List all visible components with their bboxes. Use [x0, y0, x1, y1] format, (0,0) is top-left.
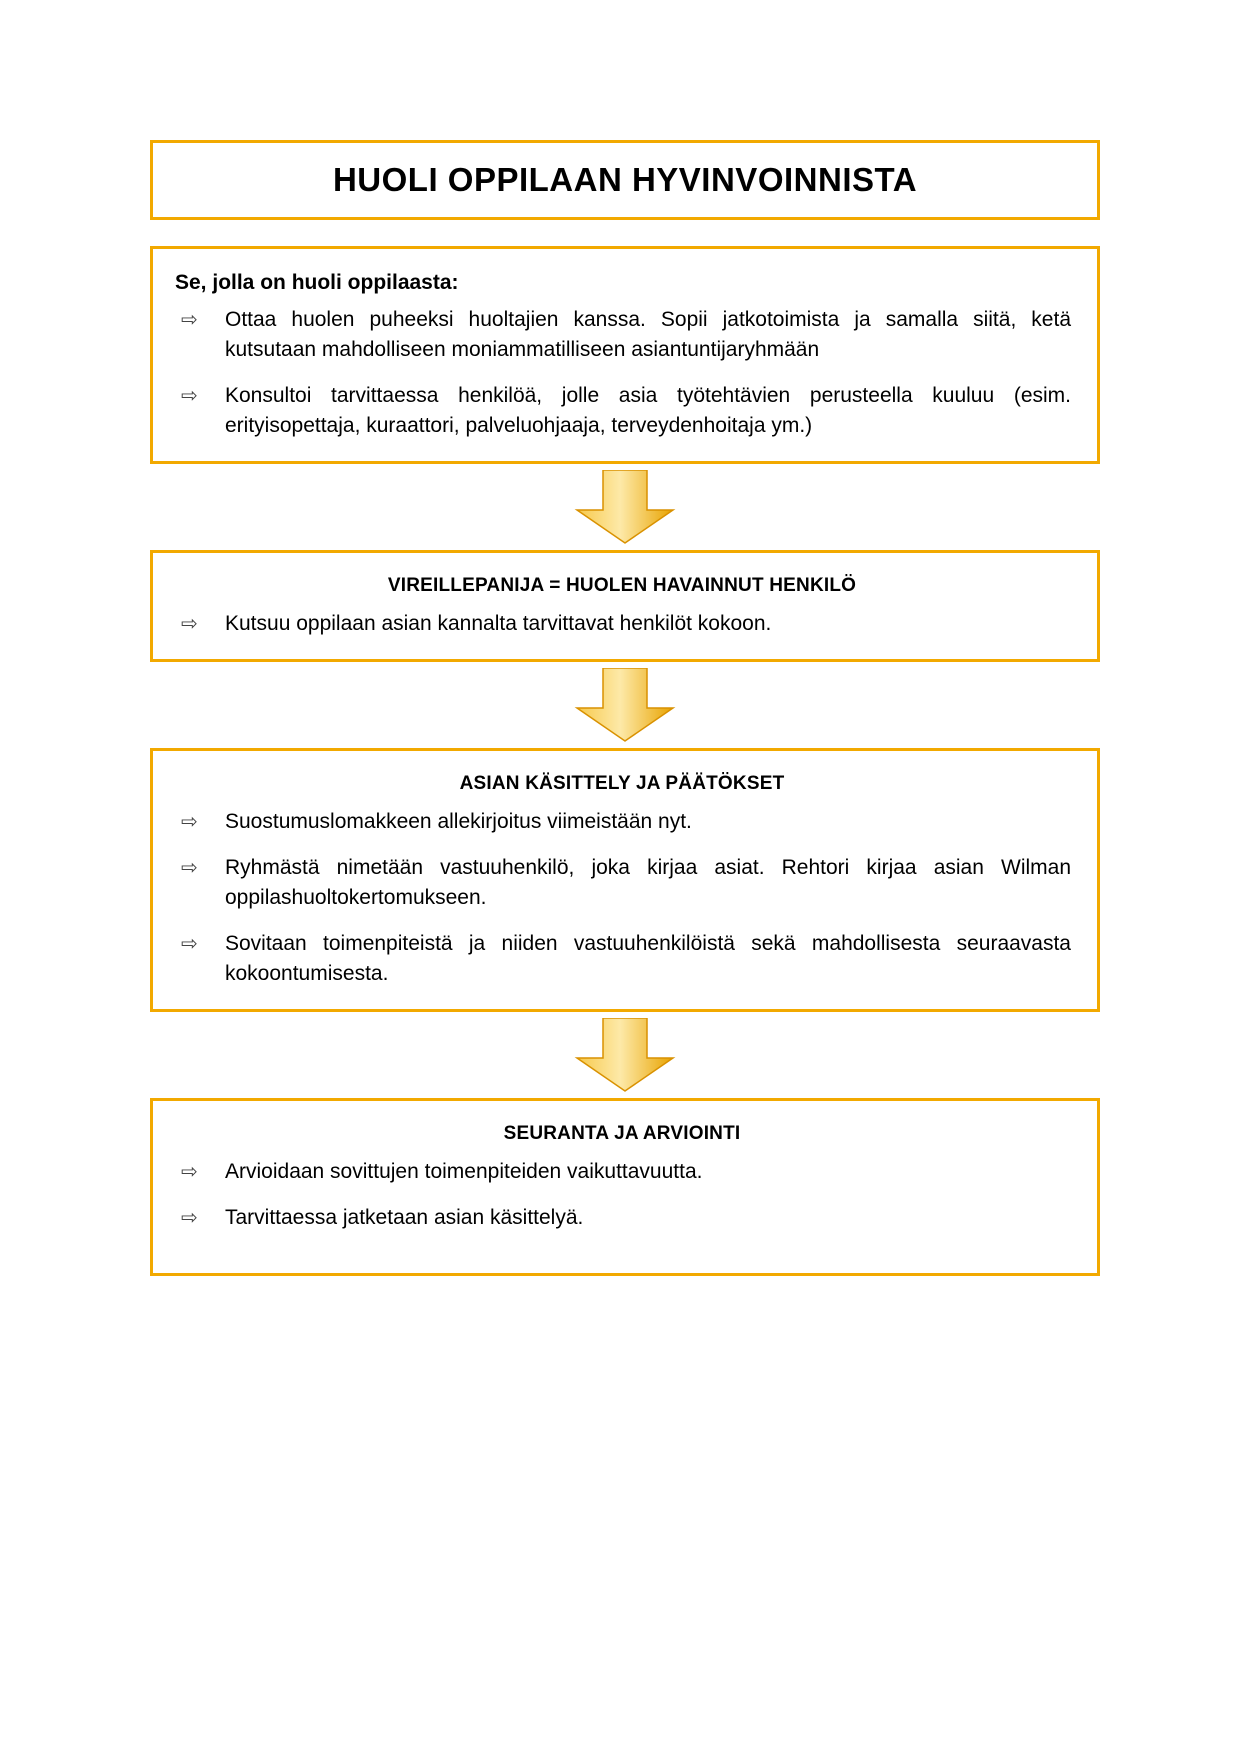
arrow-right-bullet-icon: ⇨ — [181, 811, 198, 833]
flow-step-2-heading: VIREILLEPANIJA = HUOLEN HAVAINNUT HENKILÖ — [387, 575, 857, 596]
flow-step-3-list — [169, 807, 1075, 989]
arrow-right-bullet-icon: ⇨ — [181, 613, 198, 635]
list-item — [169, 1203, 1075, 1233]
arrow-right-bullet-icon: ⇨ — [181, 857, 198, 879]
connector-3 — [150, 1012, 1100, 1098]
list-item-text: Suostumuslomakkeen allekirjoitus viimeistään nyt. — [225, 810, 692, 833]
list-item-text: Sovitaan toimenpiteistä ja niiden vastuuhenkilöistä sekä mahdollisesta seuraavasta kokoontumisesta. — [225, 932, 1071, 985]
flow-step-2 — [150, 550, 1100, 662]
list-item-text: Konsultoi tarvittaessa henkilöä, jolle asia työtehtävien perusteella kuuluu (esim. erityisopettaja, kuraattori, palveluohjaaja, terveydenhoitaja ym.) — [225, 384, 1071, 437]
flow-step-2-list — [169, 609, 1075, 639]
list-item — [169, 1157, 1075, 1187]
arrow-right-bullet-icon: ⇨ — [181, 385, 198, 407]
flow-step-4 — [150, 1098, 1100, 1276]
list-item — [169, 609, 1075, 639]
down-arrow-icon — [569, 1018, 681, 1092]
flow-step-1-list — [169, 305, 1075, 441]
down-arrow-icon — [569, 470, 681, 544]
flow-step-4-heading: SEURANTA JA ARVIOINTI — [503, 1123, 741, 1144]
arrow-right-bullet-icon: ⇨ — [181, 309, 198, 331]
list-item-text: Ryhmästä nimetään vastuuhenkilö, joka kirjaa asiat. Rehtori kirjaa asian Wilman oppilashuoltokertomukseen. — [225, 856, 1071, 909]
arrow-right-bullet-icon: ⇨ — [181, 933, 198, 955]
connector-2 — [150, 662, 1100, 748]
list-item — [169, 305, 1075, 365]
flow-step-1 — [150, 246, 1100, 464]
list-item-text: Tarvittaessa jatketaan asian käsittelyä. — [225, 1206, 584, 1229]
connector-1 — [150, 464, 1100, 550]
list-item-text: Arvioidaan sovittujen toimenpiteiden vaikuttavuutta. — [225, 1160, 703, 1183]
diagram-title-box — [150, 140, 1100, 220]
flowchart — [150, 140, 1100, 1276]
down-arrow-icon — [569, 668, 681, 742]
flow-step-3 — [150, 748, 1100, 1012]
list-item — [169, 929, 1075, 989]
arrow-right-bullet-icon: ⇨ — [181, 1207, 198, 1229]
list-item-text: Ottaa huolen puheeksi huoltajien kanssa. Sopii jatkotoimista ja samalla siitä, ketä kutsutaan mahdolliseen moniammatilliseen asiantuntijaryhmään — [225, 308, 1071, 361]
page-title: HUOLI OPPILAAN HYVINVOINNISTA — [332, 161, 918, 198]
arrow-right-bullet-icon: ⇨ — [181, 1161, 198, 1183]
list-item — [169, 807, 1075, 837]
list-item-text: Kutsuu oppilaan asian kannalta tarvittavat henkilöt kokoon. — [225, 612, 772, 635]
flow-step-3-heading: ASIAN KÄSITTELY JA PÄÄTÖKSET — [459, 773, 785, 794]
list-item — [169, 381, 1075, 441]
flow-step-4-list — [169, 1157, 1075, 1233]
flow-step-1-heading: Se, jolla on huoli oppilaasta: — [175, 271, 459, 294]
list-item — [169, 853, 1075, 913]
